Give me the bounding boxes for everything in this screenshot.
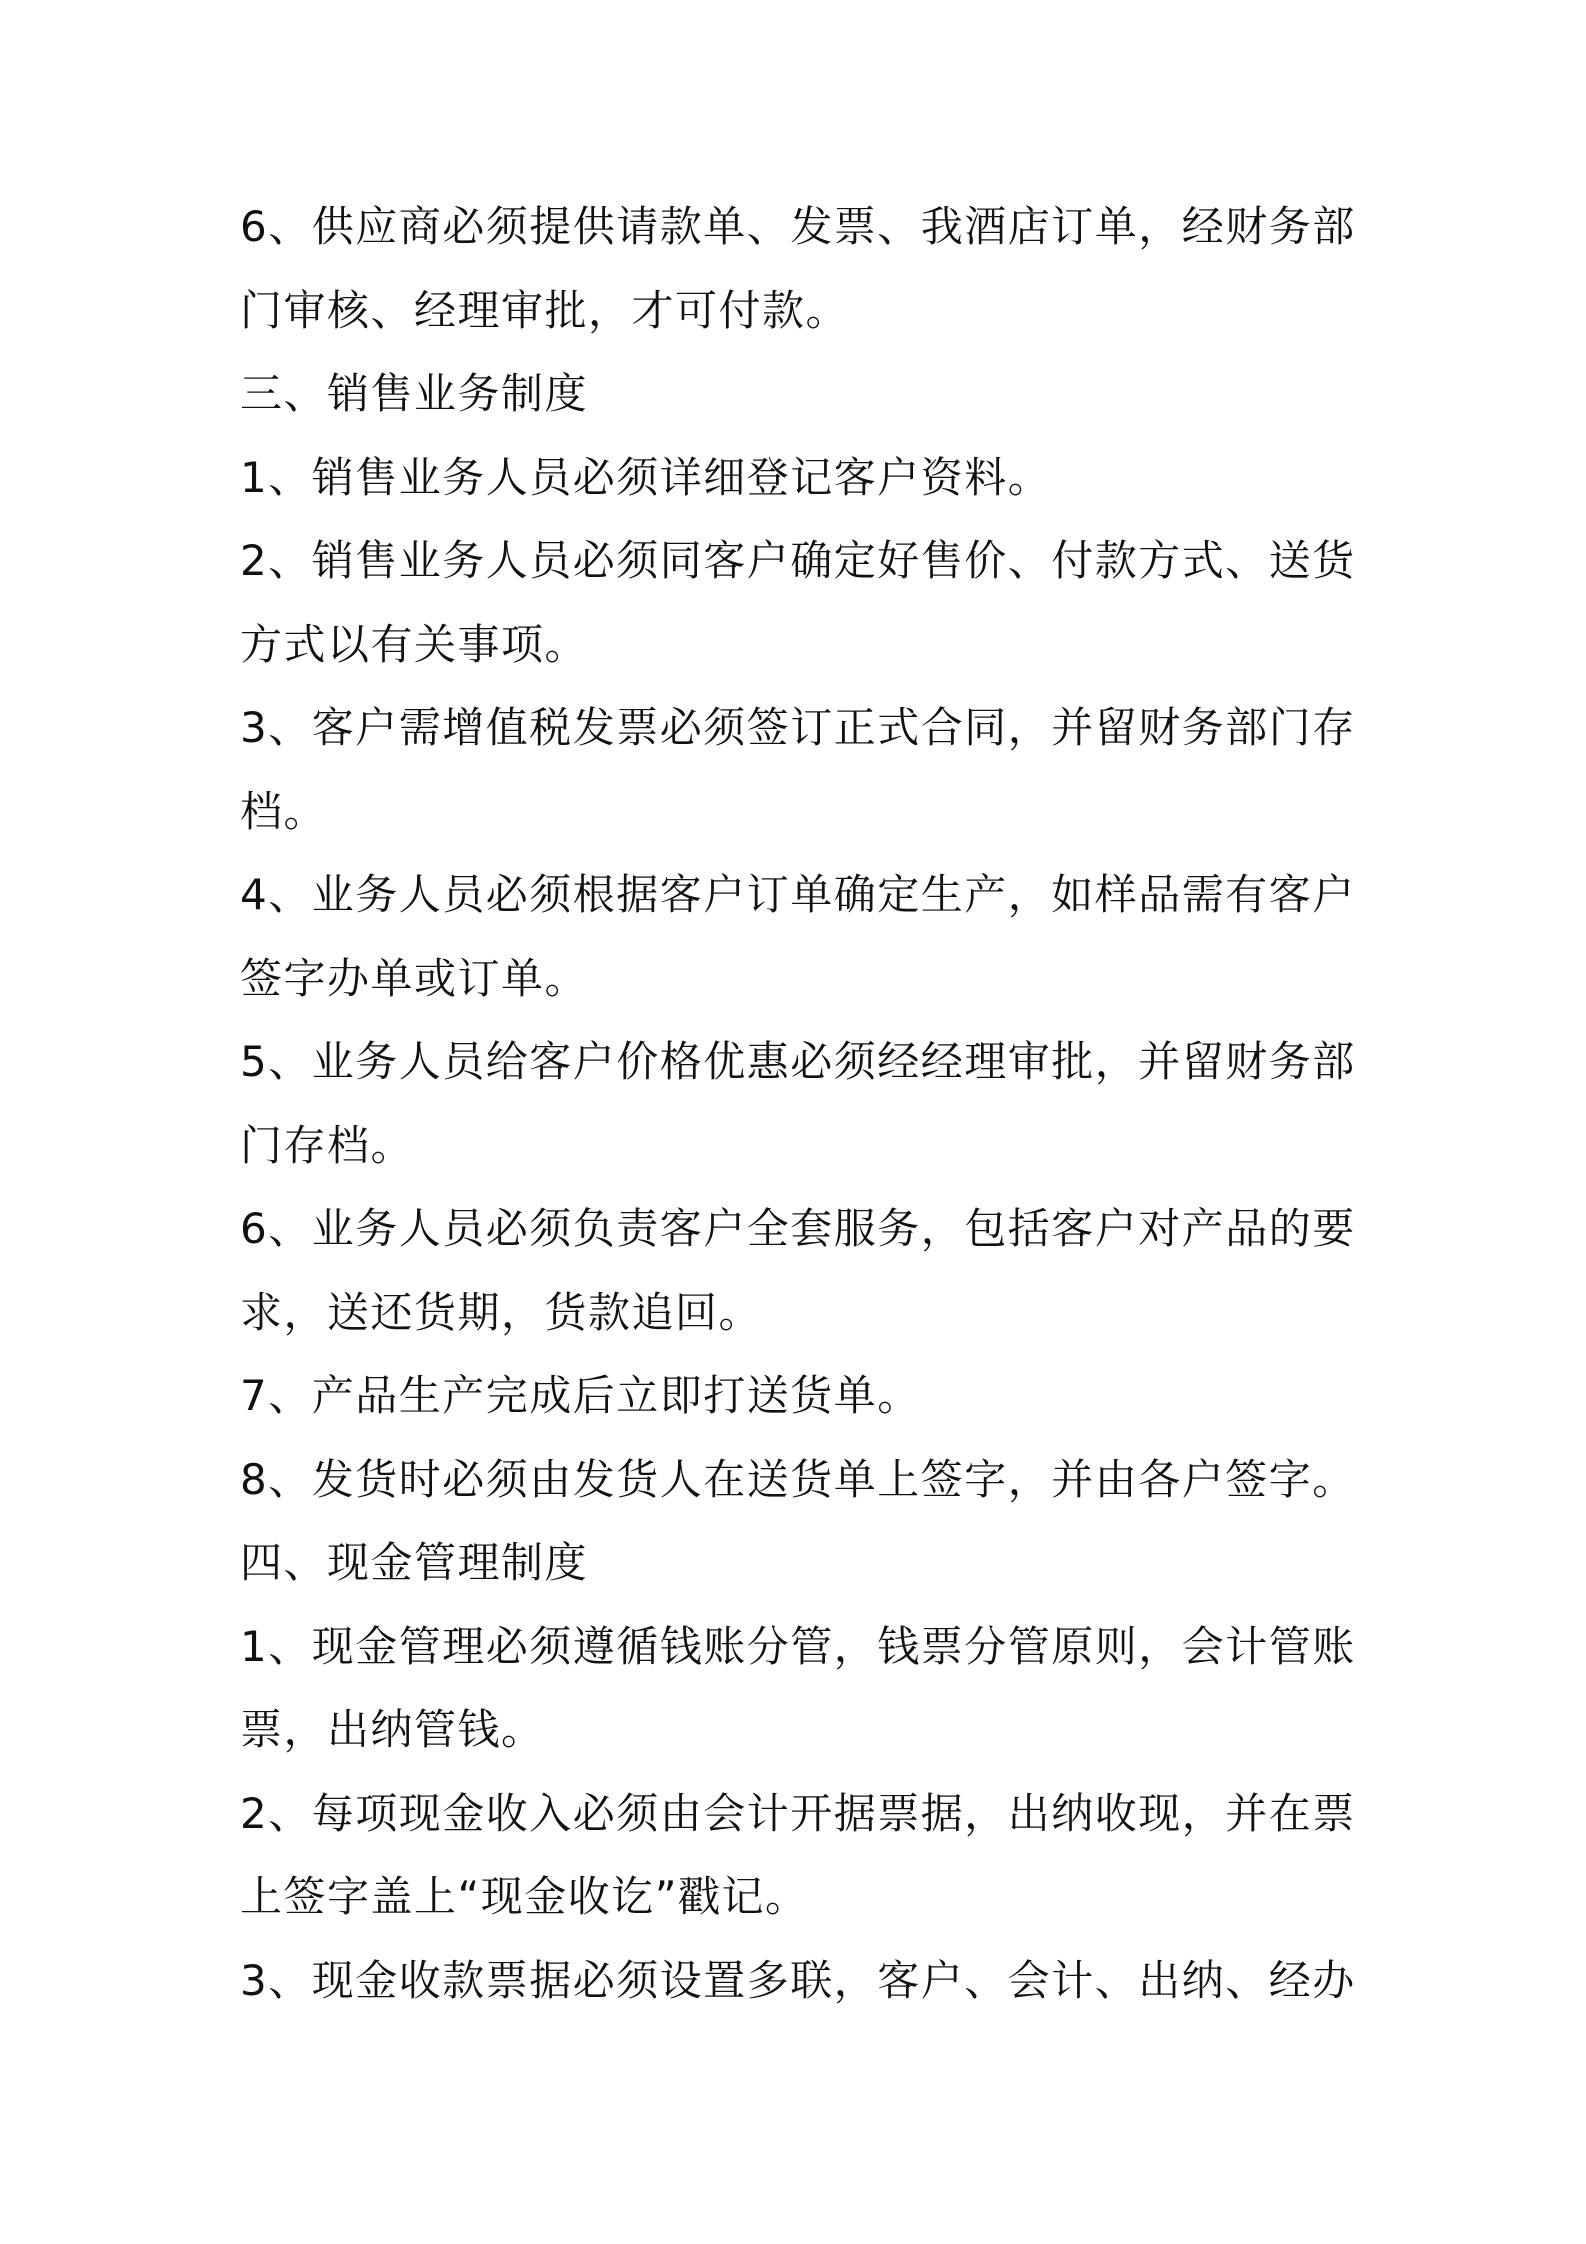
text-line: 4、业务人员必须根据客户订单确定生产，如样品需有客户 [240,870,1356,919]
text-line: 求，送还货期，货款追回。 [240,1287,763,1337]
text-line: 档。 [240,786,328,836]
text-line: 3、客户需增值税发票必须签订正式合同，并留财务部门存 [240,703,1356,752]
text-line: 7、产品生产完成后立即打送货单。 [240,1371,921,1420]
text-line: 门审核、经理审批，才可付款。 [240,285,850,335]
text-line: 1、现金管理必须遵循钱账分管，钱票分管原则，会计管账 [240,1621,1356,1671]
text-line: 上签字盖上“现金收讫”戳记。 [240,1872,809,1921]
text-line: 1、销售业务人员必须详细登记客户资料。 [240,452,1052,502]
section-heading: 四、现金管理制度 [240,1538,589,1587]
text-line: 6、业务人员必须负责客户全套服务，包括客户对产品的要 [240,1204,1356,1253]
text-line: 3、现金收款票据必须设置多联，客户、会计、出纳、经办 [240,1955,1356,2005]
text-line: 方式以有关事项。 [240,619,589,669]
text-line: 票，出纳管钱。 [240,1705,545,1754]
text-line: 5、业务人员给客户价格优惠必须经经理审批，并留财务部 [240,1037,1356,1086]
text-line: 2、销售业务人员必须同客户确定好售价、付款方式、送货 [240,536,1356,585]
section-heading: 三、销售业务制度 [240,369,589,418]
text-line: 8、发货时必须由发货人在送货单上签字，并由各户签字。 [240,1454,1356,1504]
text-line: 2、每项现金收入必须由会计开据票据，出纳收现，并在票 [240,1788,1356,1838]
text-line: 门存档。 [240,1120,415,1170]
document-body [240,185,1360,2022]
text-line: 签字办单或订单。 [240,953,589,1003]
text-line: 6、供应商必须提供请款单、发票、我酒店订单，经财务部 [240,202,1356,251]
